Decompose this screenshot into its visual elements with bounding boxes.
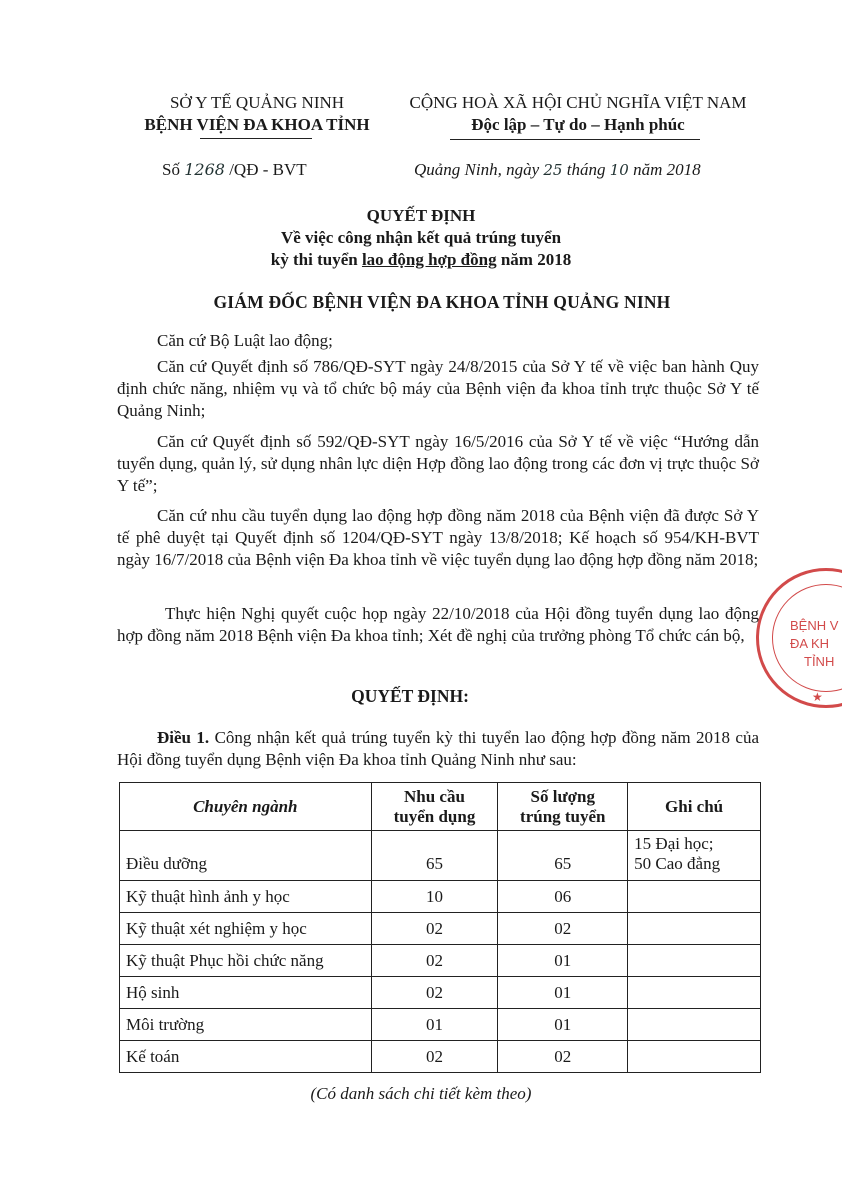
- note-line1: 15 Đại học;: [634, 834, 714, 853]
- preamble-paragraph-3: [117, 431, 759, 497]
- header-passed-line1: Số lượng: [530, 786, 596, 806]
- title-sub2-a: kỳ thi tuyển: [270, 250, 362, 269]
- table-header-row: [120, 783, 761, 831]
- stamp-text-3: TỈNH: [804, 654, 835, 669]
- preamble-paragraph-5: [117, 603, 759, 647]
- so-prefix: Số: [162, 160, 180, 179]
- note-line2: 50 Cao đẳng: [634, 854, 721, 873]
- nation-name: CỘNG HOÀ XÃ HỘI CHỦ NGHĨA VIỆT NAM: [409, 93, 747, 112]
- cell-specialty: Kỹ thuật Phục hồi chức năng: [120, 945, 372, 977]
- stamp-star-icon: ★: [812, 690, 823, 704]
- cell-passed: 02: [498, 1041, 628, 1073]
- preamble-text-3: Căn cứ Quyết định số 592/QĐ-SYT ngày 16/5/2016 của Sở Y tế về việc “Hướng dẫn tuyển dụng, quản lý, sử dụng nhân lực diện Hợp đồng lao động trong các đơn vị trực thuộc Sở Y tế”;: [117, 432, 759, 495]
- so-number: 1268: [184, 160, 225, 179]
- table-row: [120, 1041, 761, 1073]
- article-1-text: Công nhận kết quả trúng tuyển kỳ thi tuyển lao động hợp đồng năm 2018 của Hội đồng tuyển dụng Bệnh viện Đa khoa tỉnh Quảng Ninh như sau:: [117, 728, 760, 769]
- attachment-caption: (Có danh sách chi tiết kèm theo): [310, 1084, 532, 1103]
- cell-passed: 65: [498, 831, 628, 881]
- cell-note: [628, 977, 761, 1009]
- title-sub2-c: năm 2018: [496, 250, 572, 269]
- cell-note: [628, 945, 761, 977]
- national-header: [388, 92, 768, 136]
- title-sub2-b: lao động hợp đồng: [361, 250, 497, 269]
- table-row: [120, 913, 761, 945]
- header-passed-line2: trúng tuyển: [520, 806, 606, 826]
- stamp-text-1: BỆNH V: [790, 618, 839, 633]
- cell-need: 02: [371, 913, 498, 945]
- issue-date: [414, 160, 701, 180]
- so-suffix: /QĐ - BVT: [229, 160, 307, 179]
- cell-specialty: Hộ sinh: [120, 977, 372, 1009]
- org-underline: [200, 138, 312, 139]
- date-day: 25: [543, 161, 563, 179]
- header-need-line1: Nhu cầu: [404, 786, 465, 806]
- article-1-label: Điều 1.: [157, 728, 210, 747]
- cell-need: 02: [371, 1041, 498, 1073]
- title-sub1: Về việc công nhận kết quả trúng tuyển: [280, 228, 562, 247]
- cell-need: 02: [371, 977, 498, 1009]
- decision-heading: QUYẾT ĐỊNH:: [351, 686, 469, 706]
- cell-passed: 06: [498, 881, 628, 913]
- cell-specialty: Kỹ thuật xét nghiệm y học: [120, 913, 372, 945]
- cell-need: 01: [371, 1009, 498, 1041]
- header-passed: [498, 783, 628, 831]
- document-number: [162, 160, 307, 180]
- preamble-text-5: Thực hiện Nghị quyết cuộc họp ngày 22/10/2018 của Hội đồng tuyển dụng lao động hợp đồng năm 2018 Bệnh viện Đa khoa tỉnh; Xét đề nghị của trưởng phòng Tổ chức cán bộ,: [117, 604, 759, 645]
- header-specialty: Chuyên ngành: [120, 783, 372, 831]
- preamble-text-1: Căn cứ Bộ Luật lao động;: [157, 331, 333, 350]
- authority-heading: GIÁM ĐỐC BỆNH VIỆN ĐA KHOA TỈNH QUẢNG NINH: [213, 292, 671, 312]
- cell-passed: 02: [498, 913, 628, 945]
- cell-specialty: Kế toán: [120, 1041, 372, 1073]
- cell-specialty: Kỹ thuật hình ảnh y học: [120, 881, 372, 913]
- preamble-paragraph-4: [117, 505, 759, 571]
- cell-need: 02: [371, 945, 498, 977]
- cell-note: [628, 913, 761, 945]
- cell-note: [628, 1009, 761, 1041]
- cell-specialty: Môi trường: [120, 1009, 372, 1041]
- cell-need: 10: [371, 881, 498, 913]
- table-row: [120, 1009, 761, 1041]
- preamble-text-2: Căn cứ Quyết định số 786/QĐ-SYT ngày 24/8/2015 của Sở Y tế về việc ban hành Quy định chức năng, nhiệm vụ và tổ chức bộ máy của Bệnh viện đa khoa tỉnh trực thuộc Sở Y tế Quảng Ninh;: [117, 357, 759, 420]
- article-1: [117, 727, 759, 771]
- preamble-paragraph-1: [117, 330, 759, 352]
- title-main: QUYẾT ĐỊNH: [366, 206, 476, 225]
- table-row: [120, 831, 761, 881]
- header-note: Ghi chú: [628, 783, 761, 831]
- header-need: [371, 783, 498, 831]
- table-row: [120, 881, 761, 913]
- cell-note: [628, 881, 761, 913]
- date-mid: tháng: [566, 160, 606, 179]
- cell-note: [628, 831, 761, 881]
- cell-passed: 01: [498, 945, 628, 977]
- org-name: BỆNH VIỆN ĐA KHOA TỈNH: [144, 115, 370, 134]
- date-prefix: Quảng Ninh, ngày: [414, 160, 540, 179]
- date-suffix: năm 2018: [633, 160, 701, 179]
- header-need-line2: tuyển dụng: [393, 806, 476, 826]
- date-month: 10: [609, 161, 629, 179]
- motto-underline: [450, 139, 700, 140]
- stamp-text-2: ĐA KH: [790, 636, 830, 651]
- issuing-organization: [112, 92, 402, 136]
- cell-passed: 01: [498, 977, 628, 1009]
- preamble-text-4: Căn cứ nhu cầu tuyển dụng lao động hợp đồng năm 2018 của Bệnh viện đã được Sở Y tế phê duyệt tại Quyết định số 1204/QĐ-SYT ngày 13/8/2018; Kế hoạch số 954/KH-BVT ngày 16/7/2018 của Bệnh viện Đa khoa tỉnh về việc tuyển dụng lao động hợp đồng năm 2018;: [117, 506, 759, 569]
- table-row: [120, 977, 761, 1009]
- org-parent: SỞ Y TẾ QUẢNG NINH: [169, 93, 345, 112]
- title-sub2: [100, 249, 742, 271]
- cell-specialty: Điều dưỡng: [120, 831, 372, 881]
- cell-passed: 01: [498, 1009, 628, 1041]
- nation-motto: Độc lập – Tự do – Hạnh phúc: [471, 115, 685, 134]
- cell-need: 65: [371, 831, 498, 881]
- document-title: [100, 205, 742, 271]
- cell-note: [628, 1041, 761, 1073]
- results-table: [119, 782, 761, 1073]
- table-row: [120, 945, 761, 977]
- preamble-paragraph-2: [117, 356, 759, 422]
